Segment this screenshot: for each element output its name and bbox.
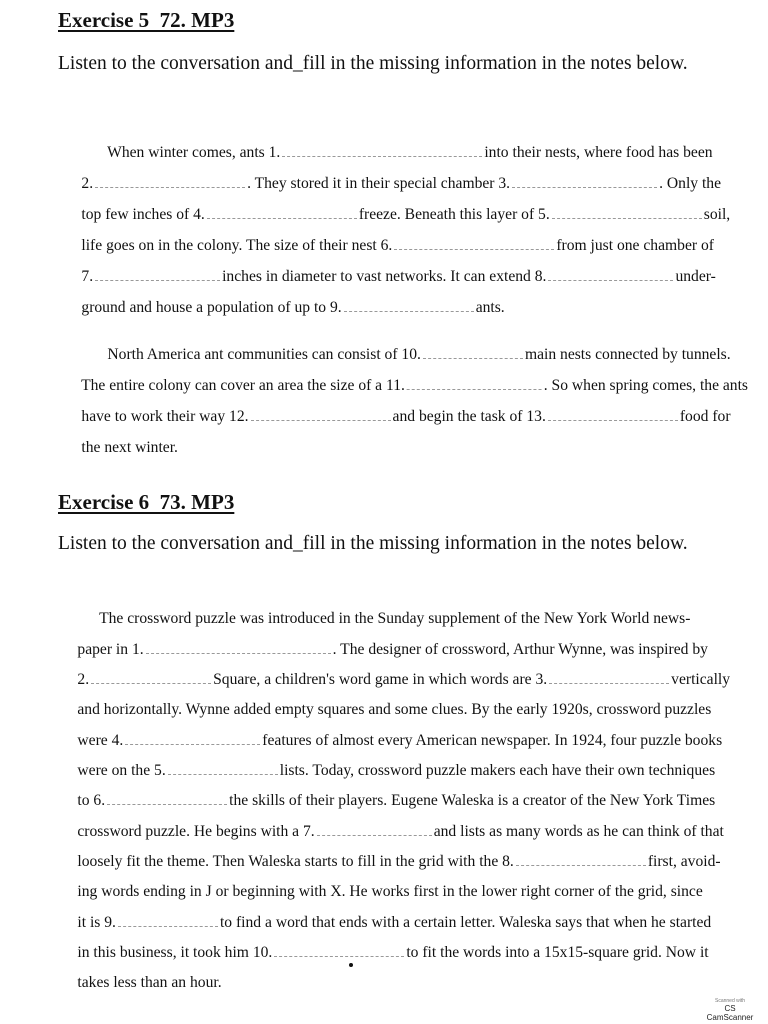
exercise-5-title: Exercise 5 72. MP3 — [58, 8, 235, 32]
answer-blank — [251, 419, 391, 421]
text: and begin the task of 13. — [392, 408, 546, 425]
text: ants. — [475, 299, 505, 316]
exercise-5-instruction: Listen to the conversation and_fill in the missing information in the notes below. — [58, 53, 688, 74]
exercise-6-title: Exercise 6 73. MP3 — [58, 490, 235, 514]
exercise-6-instruction: Listen to the conversation and_fill in the missing information in the notes below. — [58, 533, 688, 554]
text: loosely fit the theme. Then Waleska starts to fill in the grid with the 8. — [77, 853, 514, 870]
text: food for — [679, 408, 731, 425]
ex5-line-10 — [58, 421, 178, 475]
answer-blank — [548, 419, 678, 421]
answer-blank — [548, 279, 673, 281]
text: top few inches of 4. — [81, 206, 205, 223]
text: to find a word that ends with a certain letter. Waleska says that when he started — [219, 914, 712, 931]
text: . So when spring comes, the ants — [543, 377, 748, 394]
text: 7. — [81, 268, 94, 285]
text: it is 9. — [77, 914, 116, 931]
text: The entire colony can cover an area the size of a 11. — [81, 377, 405, 394]
text: . Only the — [659, 175, 722, 192]
text: . They stored it in their special chamber 3. — [247, 175, 511, 192]
text: 2. — [77, 671, 90, 688]
text: to 6. — [77, 792, 106, 809]
text: and lists as many words as he can think of that — [433, 823, 724, 840]
text: the next winter. — [81, 439, 178, 456]
text: have to work their way 12. — [81, 408, 249, 425]
text: vertically — [671, 671, 731, 688]
text: soil, — [703, 206, 731, 223]
camscanner-logo: CS CamScanner — [706, 1004, 754, 1022]
text: in this business, it took him 10. — [77, 944, 273, 961]
text: takes less than an hour. — [77, 974, 222, 991]
text: under- — [675, 268, 716, 285]
text: features of almost every American newspaper. In 1924, four puzzle books — [262, 732, 723, 749]
answer-blank — [274, 955, 404, 957]
text: . The designer of crossword, Arthur Wynne, was inspired by — [332, 641, 708, 658]
text: from just one chamber of — [556, 237, 714, 254]
text: were on the 5. — [77, 762, 166, 779]
text: first, avoid- — [647, 853, 721, 870]
camscanner-stamp — [700, 998, 760, 1020]
text: paper in 1. — [77, 641, 144, 658]
text: ground and house a population of up to 9. — [81, 299, 342, 316]
answer-blank — [344, 310, 474, 312]
text: North America ant communities can consist of 10. — [107, 346, 421, 363]
text: were 4. — [77, 732, 124, 749]
text: lists. Today, crossword puzzle makers each have their own techniques — [279, 762, 716, 779]
text: 2. — [81, 175, 94, 192]
text: life goes on in the colony. The size of their nest 6. — [81, 237, 393, 254]
text: inches in diameter to vast networks. It can extend 8. — [222, 268, 547, 285]
ex5-line-6 — [58, 281, 505, 335]
text: freeze. Beneath this layer of 5. — [358, 206, 550, 223]
text: Square, a children's word game in which words are 3. — [213, 671, 548, 688]
stray-dot — [349, 963, 353, 967]
text: When winter comes, ants 1. — [107, 144, 281, 161]
text: The crossword puzzle was introduced in the Sunday supplement of the New York World news- — [99, 610, 691, 627]
text: ing words ending in J or beginning with X. He works first in the lower right corner of the grid, since — [77, 883, 703, 900]
ex6-line-13 — [54, 956, 222, 1010]
text: into their nests, where food has been — [484, 144, 713, 161]
stamp-caption: Scanned with — [714, 998, 746, 1004]
text: to fit the words into a 15x15-square grid. Now it — [406, 944, 709, 961]
text: the skills of their players. Eugene Waleska is a creator of the New York Times — [229, 792, 716, 809]
text: main nests connected by tunnels. — [524, 346, 731, 363]
text: and horizontally. Wynne added empty squares and some clues. By the early 1920s, crossword puzzles — [77, 701, 712, 718]
text: crossword puzzle. He begins with a 7. — [77, 823, 315, 840]
